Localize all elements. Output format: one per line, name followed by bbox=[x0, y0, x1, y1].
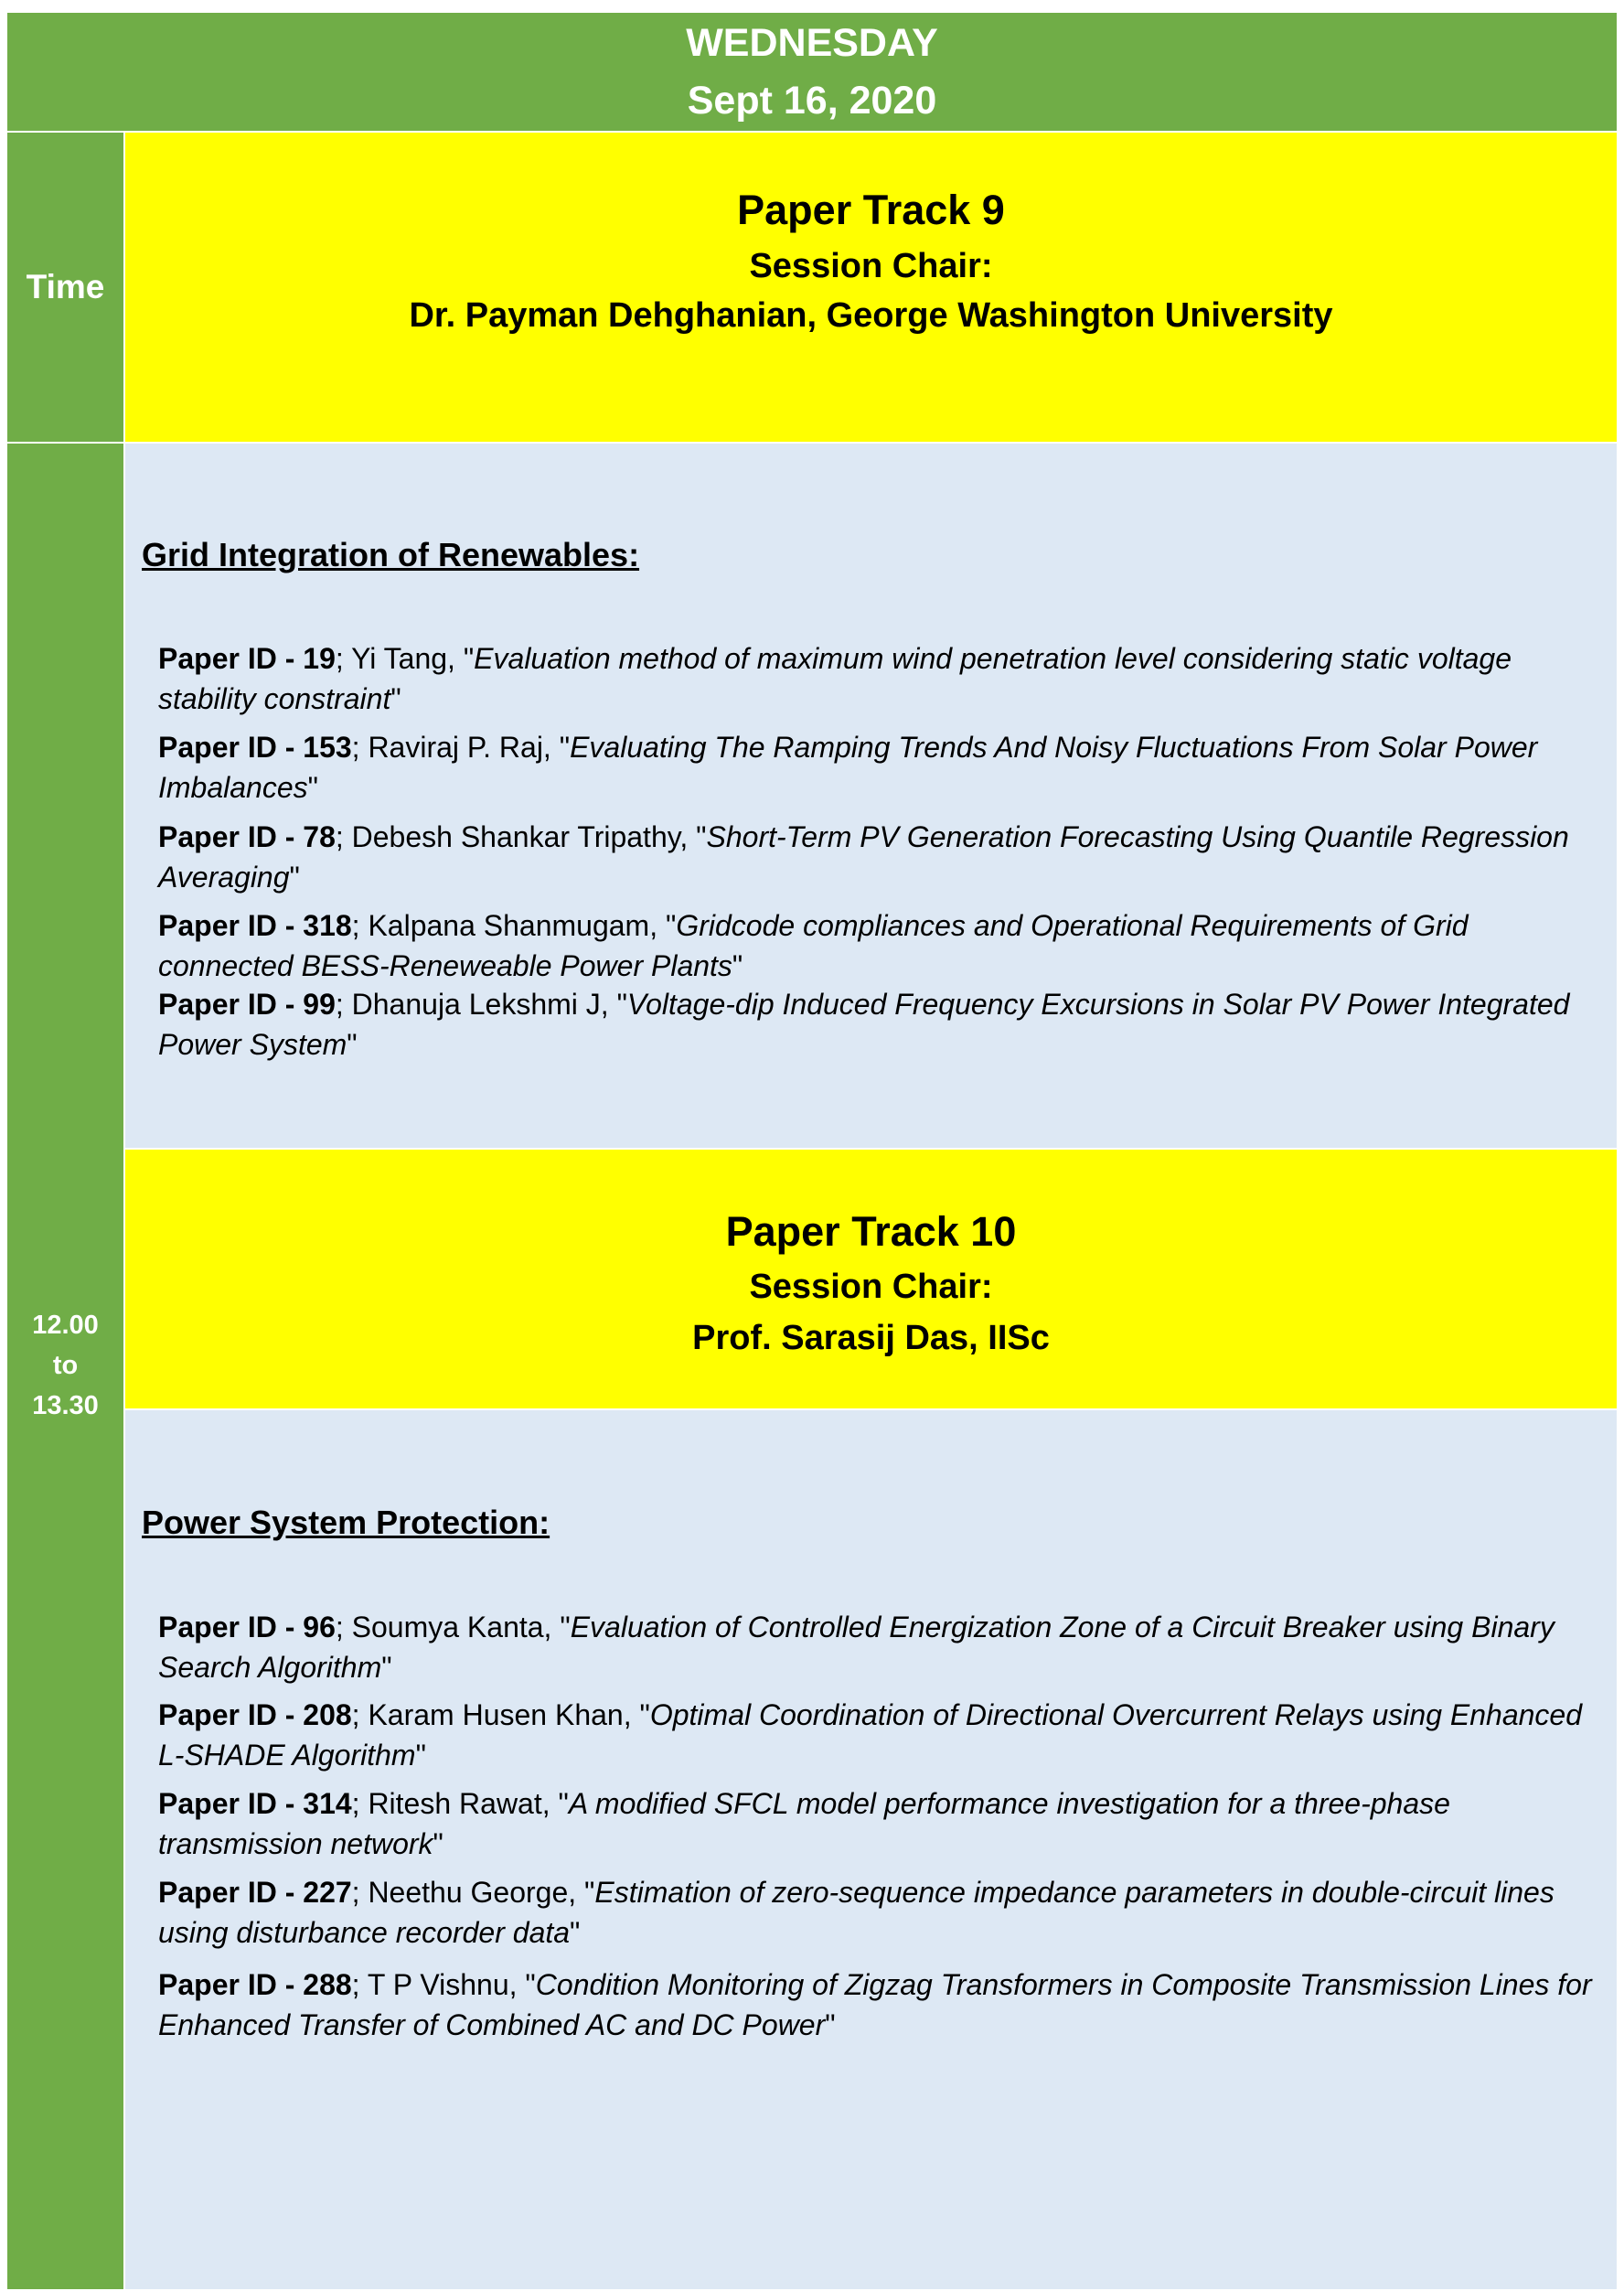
paper-author: ; Neethu George, " bbox=[351, 1876, 595, 1909]
time-start: 12.00 bbox=[32, 1311, 99, 1340]
paper-id: Paper ID - 153 bbox=[158, 731, 352, 764]
paper-entry bbox=[158, 727, 1594, 808]
paper-close-quote: " bbox=[289, 861, 300, 894]
paper-id: Paper ID - 19 bbox=[158, 642, 336, 675]
session-topic: Grid Integration of Renewables: bbox=[142, 536, 640, 573]
paper-title: Evaluation of Controlled Energization Zone of a Circuit Breaker using Binary Search Algorithm bbox=[158, 1611, 1555, 1684]
paper-close-quote: " bbox=[381, 1651, 392, 1684]
paper-title: Short-Term PV Generation Forecasting Using Quantile Regression Averaging bbox=[158, 820, 1569, 894]
track-title: Paper Track 9 bbox=[737, 187, 1005, 233]
paper-close-quote: " bbox=[825, 2008, 836, 2041]
paper-title: Condition Monitoring of Zigzag Transformers in Composite Transmission Lines for Enhanced Transfer of Combined AC and DC Power bbox=[158, 1968, 1592, 2041]
paper-id: Paper ID - 99 bbox=[158, 988, 336, 1021]
track-10-header bbox=[125, 1148, 1617, 1410]
session-chair-name: Dr. Payman Dehghanian, George Washington University bbox=[409, 296, 1333, 335]
time-separator: to bbox=[52, 1351, 79, 1380]
time-range bbox=[7, 1305, 123, 1426]
track-9-header bbox=[125, 131, 1617, 442]
paper-title: Estimation of zero-sequence impedance parameters in double-circuit lines using disturbance recorder data bbox=[158, 1876, 1555, 1949]
paper-id: Paper ID - 288 bbox=[158, 1968, 352, 2001]
paper-id: Paper ID - 318 bbox=[158, 909, 352, 942]
day-header bbox=[7, 13, 1617, 131]
paper-entry bbox=[158, 1783, 1594, 1864]
paper-title: Voltage-dip Induced Frequency Excursions in Solar PV Power Integrated Power System bbox=[158, 988, 1570, 1061]
paper-author: ; Dhanuja Lekshmi J, " bbox=[335, 988, 627, 1021]
day-date: Sept 16, 2020 bbox=[687, 79, 937, 123]
paper-close-quote: " bbox=[732, 949, 743, 982]
paper-id: Paper ID - 96 bbox=[158, 1611, 336, 1643]
time-column-header bbox=[7, 131, 125, 442]
paper-title: Gridcode compliances and Operational Requirements of Grid connected BESS-Reneweable Power Plants bbox=[158, 909, 1469, 982]
paper-entry bbox=[158, 1964, 1594, 2045]
paper-author: ; Karam Husen Khan, " bbox=[351, 1698, 650, 1731]
paper-title: Evaluation method of maximum wind penetration level considering static voltage stability constraint bbox=[158, 642, 1512, 715]
paper-author: ; Yi Tang, " bbox=[335, 642, 475, 675]
paper-title: A modified SFCL model performance investigation for a three-phase transmission network bbox=[158, 1787, 1450, 1860]
paper-author: ; Raviraj P. Raj, " bbox=[351, 731, 571, 764]
track-9-session bbox=[125, 442, 1617, 1148]
day-name: WEDNESDAY bbox=[686, 21, 938, 65]
paper-close-quote: " bbox=[307, 771, 318, 804]
session-chair-label: Session Chair: bbox=[749, 247, 993, 285]
paper-id: Paper ID - 78 bbox=[158, 820, 336, 853]
paper-id: Paper ID - 208 bbox=[158, 1698, 352, 1731]
paper-entry bbox=[158, 905, 1594, 986]
track-10-session bbox=[125, 1410, 1617, 2289]
paper-entry bbox=[158, 1872, 1594, 1953]
paper-author: ; T P Vishnu, " bbox=[351, 1968, 536, 2001]
track-title: Paper Track 10 bbox=[725, 1208, 1017, 1255]
paper-close-quote: " bbox=[415, 1739, 426, 1772]
paper-entry bbox=[158, 638, 1594, 719]
paper-entry bbox=[158, 817, 1594, 897]
paper-entry bbox=[158, 984, 1594, 1065]
session-chair-label: Session Chair: bbox=[749, 1268, 993, 1306]
paper-close-quote: " bbox=[433, 1827, 443, 1860]
paper-title: Optimal Coordination of Directional Overcurrent Relays using Enhanced L-SHADE Algorithm bbox=[158, 1698, 1583, 1772]
session-chair-name: Prof. Sarasij Das, IISc bbox=[692, 1319, 1050, 1357]
paper-author: ; Debesh Shankar Tripathy, " bbox=[335, 820, 707, 853]
paper-close-quote: " bbox=[347, 1028, 358, 1061]
paper-author: ; Soumya Kanta, " bbox=[335, 1611, 571, 1643]
paper-title: Evaluating The Ramping Trends And Noisy Fluctuations From Solar Power Imbalances bbox=[158, 731, 1538, 804]
time-end: 13.30 bbox=[32, 1391, 99, 1420]
time-column-body bbox=[7, 442, 125, 2289]
time-label: Time bbox=[26, 268, 105, 305]
session-topic: Power System Protection: bbox=[142, 1504, 550, 1541]
paper-id: Paper ID - 227 bbox=[158, 1876, 352, 1909]
paper-author: ; Ritesh Rawat, " bbox=[351, 1787, 569, 1820]
paper-close-quote: " bbox=[390, 682, 401, 715]
paper-entry bbox=[158, 1695, 1594, 1775]
paper-close-quote: " bbox=[570, 1916, 581, 1949]
paper-id: Paper ID - 314 bbox=[158, 1787, 352, 1820]
paper-author: ; Kalpana Shanmugam, " bbox=[351, 909, 677, 942]
paper-entry bbox=[158, 1607, 1594, 1687]
